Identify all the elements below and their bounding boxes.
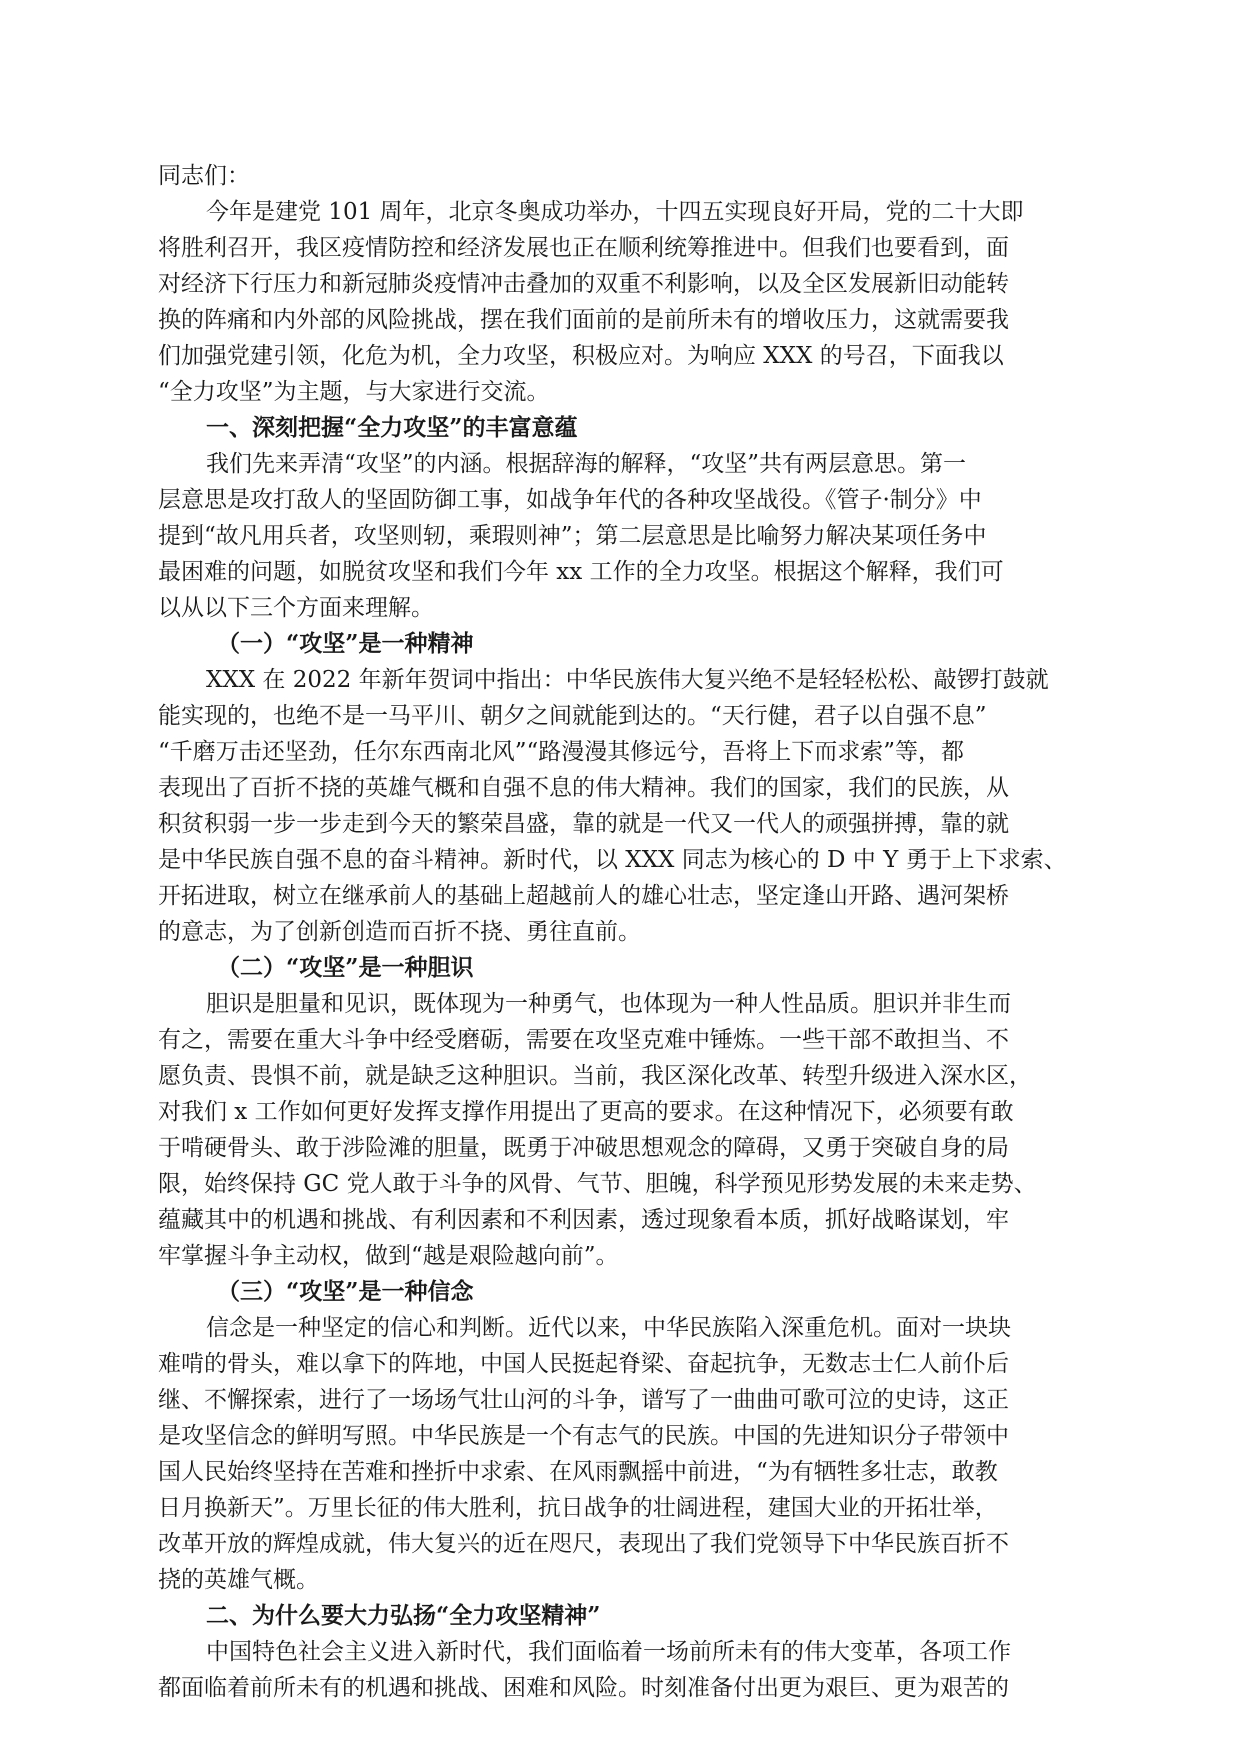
salutation: 同志们： <box>158 163 250 189</box>
paragraph-line: 的意志，为了创新创造而百折不挠、勇往直前。 <box>158 919 641 945</box>
paragraph-line: 提到“故凡用兵者，攻坚则轫，乘瑕则神”；第二层意思是比喻努力解决某项任务中 <box>158 523 987 549</box>
paragraph-line: 是攻坚信念的鲜明写照。中华民族是一个有志气的民族。中国的先进知识分子带领中 <box>158 1423 1009 1449</box>
paragraph-line: 日月换新天”。万里长征的伟大胜利，抗日战争的壮阔进程，建国大业的开拓壮举， <box>158 1495 998 1521</box>
paragraph-1 <box>158 446 1098 626</box>
paragraph-line: 愿负责、畏惧不前，就是缺乏这种胆识。当前，我区深化改革、转型升级进入深水区， <box>158 1063 1032 1089</box>
paragraph-line: 开拓进取，树立在继承前人的基础上超越前人的雄心壮志，坚定逢山开路、遇河架桥 <box>158 883 1009 909</box>
sub-heading-1: （一）“攻坚”是一种精神 <box>217 630 474 657</box>
paragraph-line: 对经济下行压力和新冠肺炎疫情冲击叠加的双重不利影响，以及全区发展新旧动能转 <box>158 271 1009 297</box>
paragraph-line: “千磨万击还坚劲，任尔东西南北风”“路漫漫其修远兮，吾将上下而求索”等，都 <box>158 739 965 765</box>
paragraph-line: “全力攻坚”为主题，与大家进行交流。 <box>158 379 550 405</box>
paragraph-line: 我们先来弄清“攻坚”的内涵。根据辞海的解释，“攻坚”共有两层意思。第一 <box>206 451 967 477</box>
paragraph-line: 胆识是胆量和见识，既体现为一种勇气，也体现为一种人性品质。胆识并非生而 <box>206 991 1011 1017</box>
paragraph-line: 表现出了百折不挠的英雄气概和自强不息的伟大精神。我们的国家，我们的民族，从 <box>158 775 1009 801</box>
paragraph-line: 信念是一种坚定的信心和判断。近代以来，中华民族陷入深重危机。面对一块块 <box>206 1315 1011 1341</box>
paragraph-line: 对我们 x 工作如何更好发挥支撑作用提出了更高的要求。在这种情况下，必须要有敢 <box>158 1099 1014 1125</box>
paragraph-line: 于啃硬骨头、敢于涉险滩的胆量，既勇于冲破思想观念的障碍，又勇于突破自身的局 <box>158 1135 1009 1161</box>
paragraph-line: 有之，需要在重大斗争中经受磨砺，需要在攻坚克难中锤炼。一些干部不敢担当、不 <box>158 1027 1009 1053</box>
paragraph-line: 国人民始终坚持在苦难和挫折中求索、在风雨飘摇中前进，“为有牺牲多壮志，敢教 <box>158 1459 998 1485</box>
section-heading-2: 二、为什么要大力弘扬“全力攻坚精神” <box>206 1602 601 1629</box>
paragraph-2 <box>158 662 1098 950</box>
paragraph-line: 们加强党建引领，化危为机，全力攻坚，积极应对。为响应 XXX 的号召，下面我以 <box>158 343 1004 369</box>
sub-heading-2: （二）“攻坚”是一种胆识 <box>217 954 474 981</box>
paragraph-5 <box>158 1634 1098 1706</box>
paragraph-line: 挠的英雄气概。 <box>158 1567 319 1593</box>
paragraph-line: 今年是建党 101 周年，北京冬奥成功举办，十四五实现良好开局，党的二十大即 <box>206 199 1024 225</box>
paragraph-line: 最困难的问题，如脱贫攻坚和我们今年 xx 工作的全力攻坚。根据这个解释，我们可 <box>158 559 1004 585</box>
paragraph-line: 能实现的，也绝不是一马平川、朝夕之间就能到达的。“天行健，君子以自强不息” <box>158 703 987 729</box>
paragraph-line: 限，始终保持 GC 党人敢于斗争的风骨、气节、胆魄，科学预见形势发展的未来走势、 <box>158 1171 1037 1197</box>
paragraph-line: 以从以下三个方面来理解。 <box>158 595 434 621</box>
paragraph-line: 改革开放的辉煌成就，伟大复兴的近在咫尺，表现出了我们党领导下中华民族百折不 <box>158 1531 1009 1557</box>
paragraph-line: 牢掌握斗争主动权，做到“越是艰险越向前”。 <box>158 1243 619 1269</box>
paragraph-3 <box>158 986 1098 1274</box>
paragraph-line: 都面临着前所未有的机遇和挑战、困难和风险。时刻准备付出更为艰巨、更为艰苦的 <box>158 1675 1009 1701</box>
paragraph-line: 积贫积弱一步一步走到今天的繁荣昌盛，靠的就是一代又一代人的顽强拼搏，靠的就 <box>158 811 1009 837</box>
paragraph-line: XXX 在 2022 年新年贺词中指出：中华民族伟大复兴绝不是轻轻松松、敲锣打鼓就 <box>206 667 1049 693</box>
paragraph-line: 蕴藏其中的机遇和挑战、有利因素和不利因素，透过现象看本质，抓好战略谋划，牢 <box>158 1207 1009 1233</box>
document-page <box>158 158 1098 1706</box>
paragraph-line: 将胜利召开，我区疫情防控和经济发展也正在顺利统筹推进中。但我们也要看到，面 <box>158 235 1009 261</box>
paragraph-line: 继、不懈探索，进行了一场场气壮山河的斗争，谱写了一曲曲可歌可泣的史诗，这正 <box>158 1387 1009 1413</box>
paragraph-line: 换的阵痛和内外部的风险挑战，摆在我们面前的是前所未有的增收压力，这就需要我 <box>158 307 1009 333</box>
section-heading-1: 一、深刻把握“全力攻坚”的丰富意蕴 <box>206 414 578 441</box>
intro-paragraph <box>158 194 1098 410</box>
paragraph-line: 中国特色社会主义进入新时代，我们面临着一场前所未有的伟大变革，各项工作 <box>206 1639 1011 1665</box>
paragraph-line: 层意思是攻打敌人的坚固防御工事，如战争年代的各种攻坚战役。《管子·制分》中 <box>158 487 982 513</box>
sub-heading-3: （三）“攻坚”是一种信念 <box>217 1278 474 1305</box>
paragraph-line: 难啃的骨头，难以拿下的阵地，中国人民挺起脊梁、奋起抗争，无数志士仁人前仆后 <box>158 1351 1009 1377</box>
paragraph-4 <box>158 1310 1098 1598</box>
paragraph-line: 是中华民族自强不息的奋斗精神。新时代，以 XXX 同志为核心的 D 中 Y 勇于上下求索、 <box>158 847 1067 873</box>
